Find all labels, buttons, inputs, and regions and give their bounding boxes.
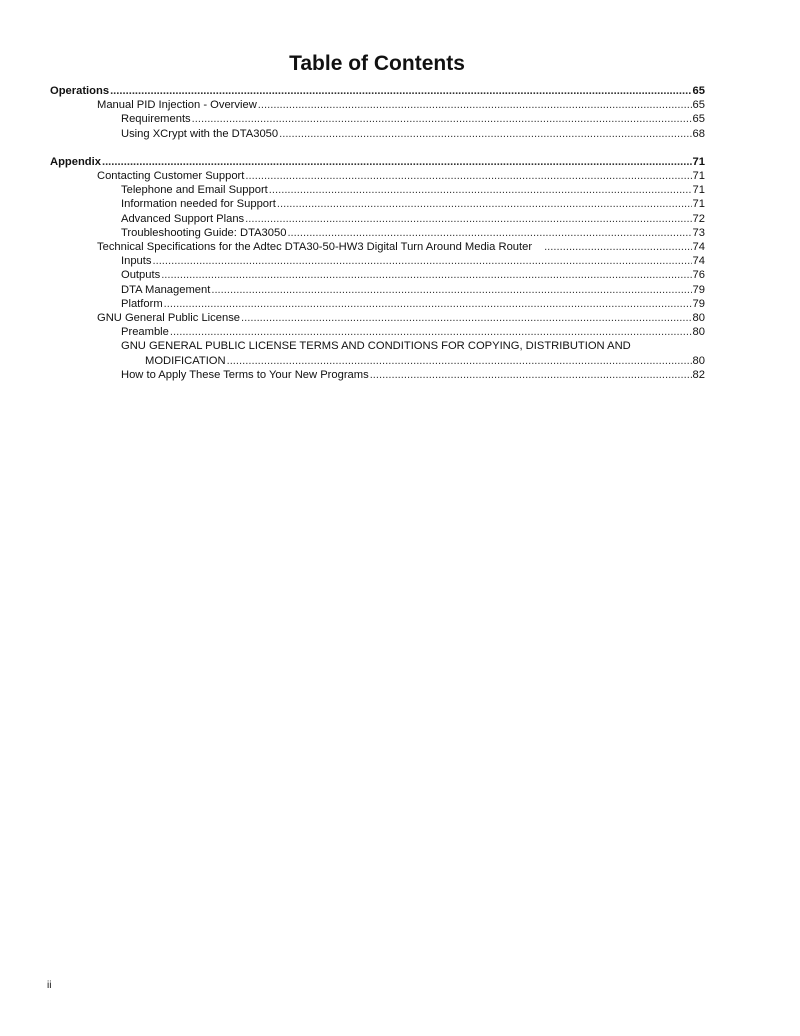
toc-page: 74 [692, 255, 705, 268]
toc-entry[interactable] [50, 112, 705, 126]
toc-label: GNU GENERAL PUBLIC LICENSE TERMS AND CONDITIONS FOR COPYING, DISTRIBUTION AND [121, 340, 631, 353]
dot-leader [102, 155, 692, 169]
toc-label: Information needed for Support [121, 198, 276, 211]
dot-leader [279, 127, 691, 141]
toc-entry[interactable] [50, 183, 705, 197]
toc-page: 82 [692, 368, 705, 381]
toc-entry[interactable] [50, 325, 705, 339]
toc-entry[interactable] [50, 368, 705, 382]
toc-label: Troubleshooting Guide: DTA3050 [121, 226, 287, 239]
toc-page: 80 [692, 326, 705, 339]
toc-page: 80 [692, 312, 705, 325]
dot-leader [258, 98, 692, 112]
dot-leader [164, 297, 692, 311]
toc-entry[interactable] [50, 297, 705, 311]
toc-entry[interactable] [50, 254, 705, 268]
toc-label: Inputs [121, 255, 152, 268]
toc-page: 71 [692, 198, 705, 211]
dot-leader [269, 183, 692, 197]
toc-page: 71 [692, 184, 705, 197]
toc-label: Preamble [121, 326, 169, 339]
dot-leader [161, 268, 691, 282]
toc-page: 65 [692, 113, 705, 126]
toc-label: Outputs [121, 269, 161, 282]
toc-label: Manual PID Injection - Overview [97, 99, 257, 112]
toc-label: Operations [50, 85, 110, 97]
dot-leader [245, 169, 691, 183]
spacer [50, 141, 705, 155]
toc-entry[interactable] [50, 127, 705, 141]
table-of-contents [50, 84, 705, 382]
toc-label: Platform [121, 297, 163, 310]
page-title: Table of Contents [289, 52, 465, 75]
dot-leader [227, 354, 692, 368]
toc-page: 71 [692, 155, 705, 168]
toc-page: 72 [692, 212, 705, 225]
dot-leader [245, 212, 691, 226]
toc-entry[interactable] [50, 212, 705, 226]
toc-page: 65 [692, 99, 705, 112]
dot-leader [277, 197, 692, 211]
toc-page: 74 [692, 241, 705, 254]
toc-label: Contacting Customer Support [97, 170, 245, 183]
toc-label: How to Apply These Terms to Your New Programs [121, 368, 369, 381]
toc-entry[interactable] [50, 240, 705, 254]
toc-label: Technical Specifications for the Adtec DTA30-50-HW3 Digital Turn Around Media Router [97, 241, 533, 254]
dot-leader [110, 84, 691, 98]
dot-leader [287, 226, 691, 240]
toc-label: Advanced Support Plans [121, 212, 245, 225]
toc-entry[interactable] [50, 197, 705, 211]
toc-label-continuation: MODIFICATION [145, 354, 226, 367]
toc-label: DTA Management [121, 283, 211, 296]
toc-entry[interactable] [50, 311, 705, 325]
toc-label: Telephone and Email Support [121, 184, 268, 197]
toc-label: Appendix [50, 155, 101, 168]
toc-page: 68 [692, 127, 705, 140]
toc-entry[interactable] [50, 339, 705, 367]
dot-leader [192, 112, 692, 126]
toc-label: Using XCrypt with the DTA3050 [121, 127, 279, 140]
toc-page: 71 [692, 170, 705, 183]
page-number: ii [47, 980, 52, 991]
dot-leader [152, 254, 691, 268]
dot-leader [170, 325, 692, 339]
toc-page: 79 [692, 297, 705, 310]
toc-label: GNU General Public License [97, 312, 241, 325]
toc-entry[interactable] [50, 169, 705, 183]
toc-page: 76 [692, 269, 705, 282]
toc-page: 79 [692, 283, 705, 296]
dot-leader [370, 368, 692, 382]
toc-page: 80 [692, 354, 705, 367]
toc-entry[interactable] [50, 226, 705, 240]
dot-leader [211, 283, 691, 297]
toc-entry[interactable] [50, 283, 705, 297]
toc-entry[interactable] [50, 98, 705, 112]
toc-page: 65 [692, 85, 705, 97]
toc-entry[interactable] [50, 268, 705, 282]
toc-entry-appendix[interactable] [50, 155, 705, 169]
toc-entry-operations[interactable] [50, 84, 705, 98]
dot-leader [544, 240, 691, 254]
toc-label: Requirements [121, 113, 191, 126]
dot-leader [241, 311, 692, 325]
toc-page: 73 [692, 226, 705, 239]
